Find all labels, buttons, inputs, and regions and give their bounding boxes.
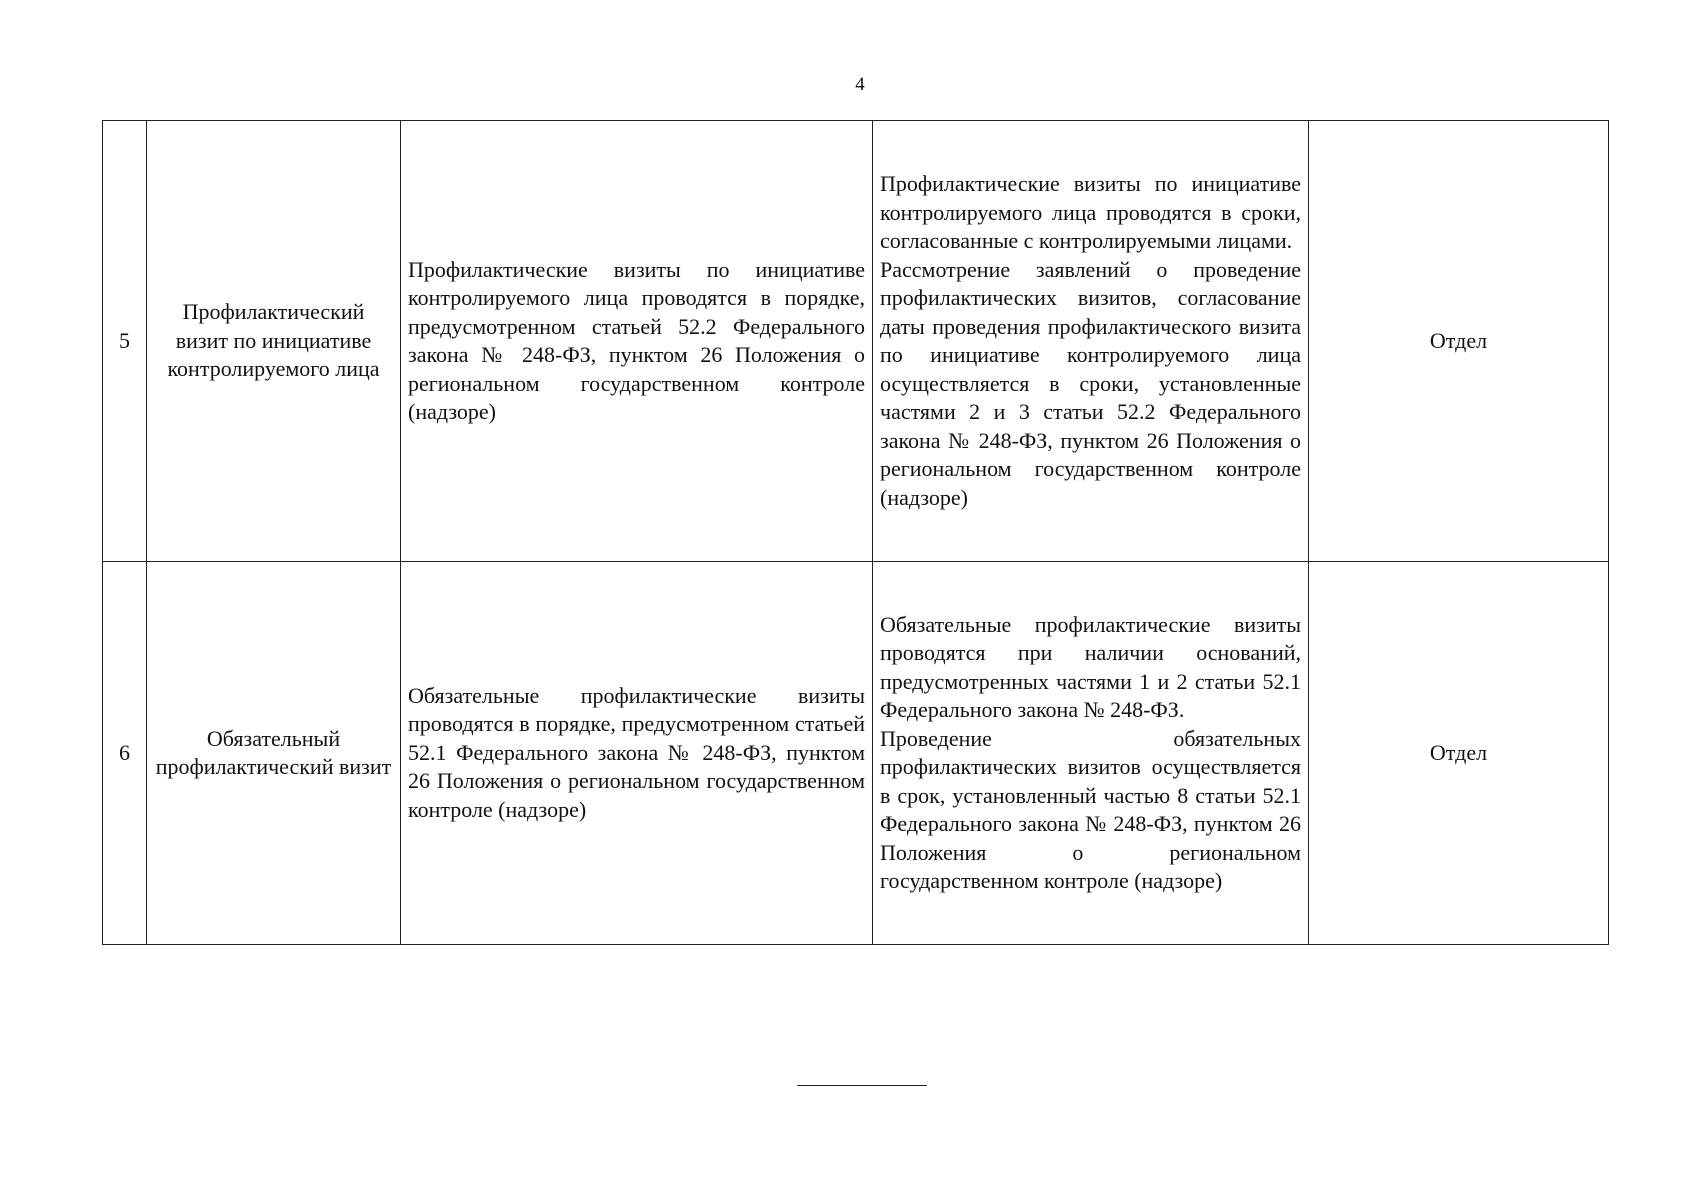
row-number-cell: 6	[103, 562, 147, 945]
measure-name-cell: Обязательный профилактический визит	[147, 562, 401, 945]
measure-description-cell: Обязательные профилактические визиты проводятся в порядке, предусмотренном статьей 52.1 Федерального закона № 248-ФЗ, пунктом 26 Положения о региональном государственном контроле (надзоре)	[401, 562, 873, 945]
table-row	[103, 562, 1609, 945]
page-number: 4	[855, 74, 865, 95]
measure-terms-cell	[873, 562, 1309, 945]
row-number-cell: 5	[103, 121, 147, 562]
table-row	[103, 121, 1609, 562]
terms-paragraph: Обязательные профилактические визиты проводятся при наличии оснований, предусмотренных частями 1 и 2 статьи 52.1 Федерального закона № 248-ФЗ.	[880, 611, 1301, 722]
responsible-cell: Отдел	[1309, 562, 1609, 945]
terms-paragraph: Проведение обязательных профилактических визитов осуществляется в срок, установленный частью 8 статьи 52.1 Федерального закона № 248-ФЗ, пунктом 26 Положения о региональном государственном контроле (надзоре)	[880, 725, 1301, 893]
terms-paragraph: Профилактические визиты по инициативе контролируемого лица проводятся в сроки, согласованные с контролируемыми лицами.	[880, 171, 1301, 253]
measure-name-cell: Профилактический визит по инициативе контролируемого лица	[147, 121, 401, 562]
measures-table	[102, 120, 1609, 945]
document-end-divider	[797, 1085, 927, 1086]
measure-terms-cell	[873, 121, 1309, 562]
terms-paragraph: Рассмотрение заявлений о проведение профилактических визитов, согласование даты проведения профилактического визита по инициативе контролируемого лица осуществляется в сроки, установленные частями 2 и 3 статьи 52.2 Федерального закона № 248-ФЗ, пунктом 26 Положения о региональном государственном контроле (надзоре)	[880, 256, 1301, 510]
responsible-cell: Отдел	[1309, 121, 1609, 562]
measure-description-cell: Профилактические визиты по инициативе контролируемого лица проводятся в порядке, предусмотренном статьей 52.2 Федерального закона № 248-ФЗ, пунктом 26 Положения о региональном государственном контроле (надзоре)	[401, 121, 873, 562]
